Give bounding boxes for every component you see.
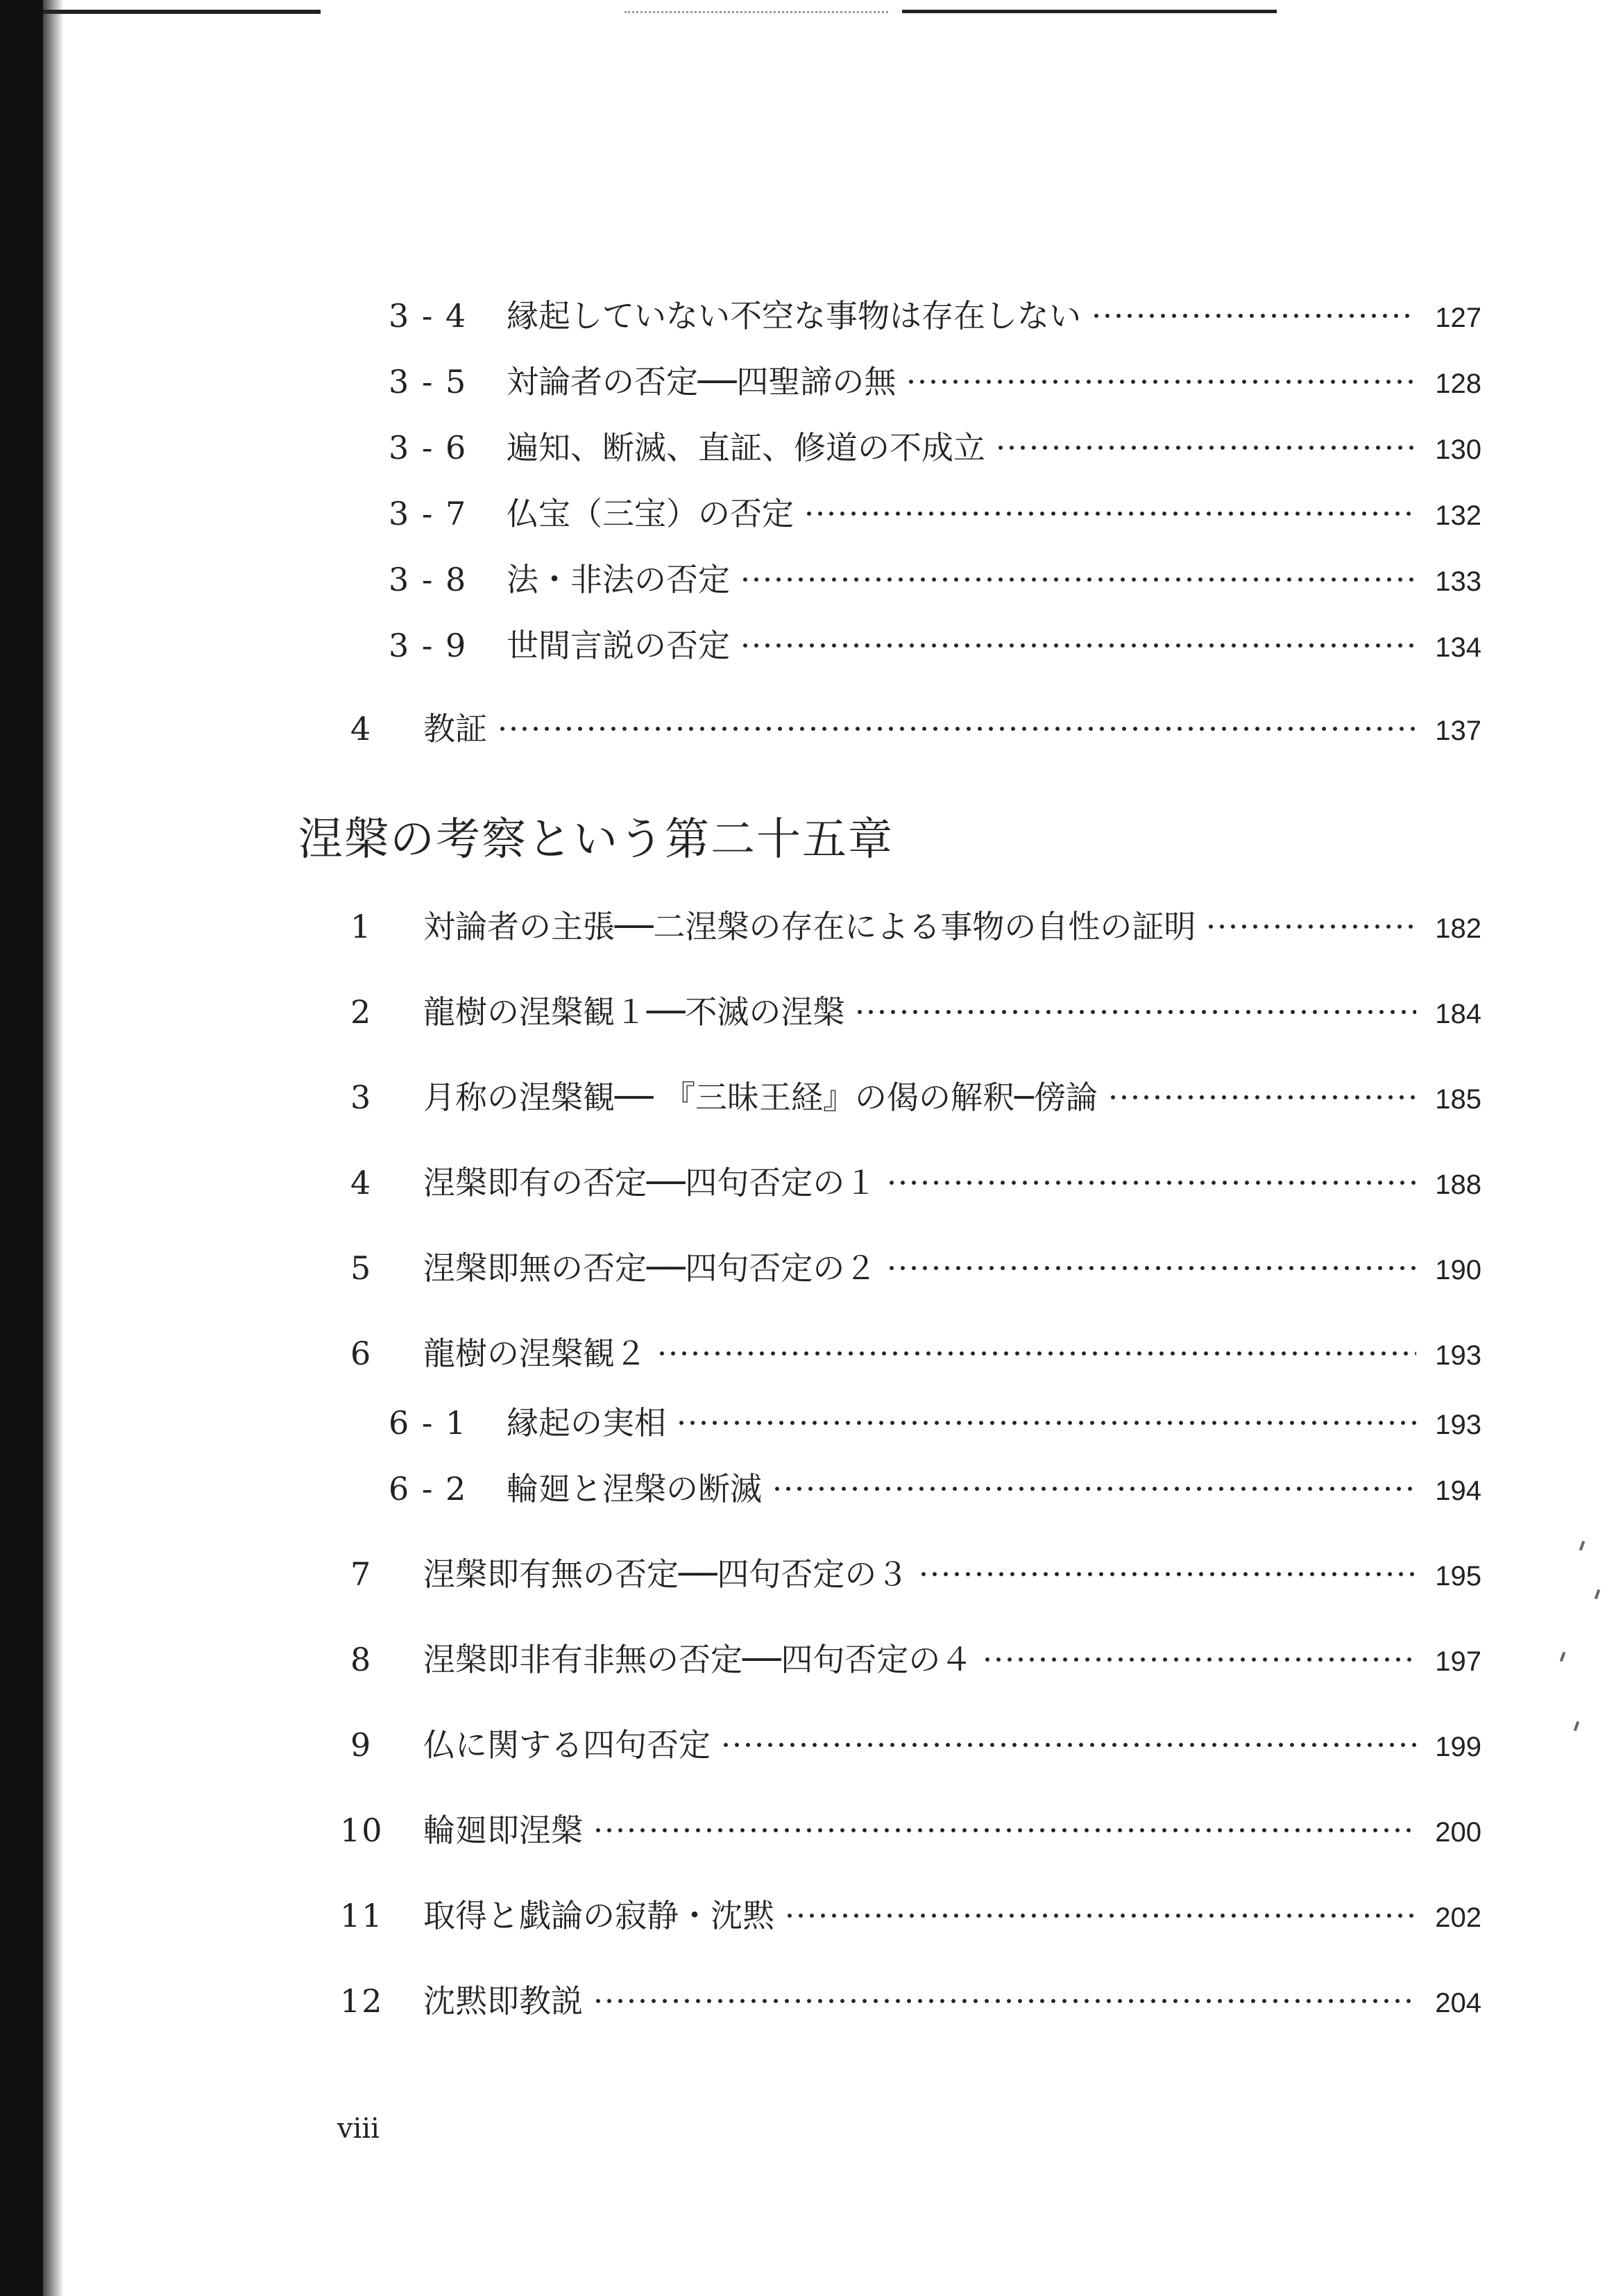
- entry-number: 12: [340, 1982, 384, 2020]
- entry-title: 龍樹の涅槃観２: [423, 1335, 647, 1372]
- dot-leader: [995, 444, 1416, 451]
- entry-number: 3 - 5: [389, 363, 468, 400]
- entry-page: 193: [1435, 1410, 1481, 1440]
- toc-entry[interactable]: [340, 1809, 1481, 1851]
- entry-title: 涅槃即無の否定──四句否定の２: [423, 1249, 877, 1287]
- dot-leader: [656, 1350, 1416, 1357]
- toc-entry[interactable]: [340, 1980, 1481, 2022]
- entry-number: 3 - 4: [389, 297, 468, 335]
- toc-entry[interactable]: [350, 1162, 1481, 1204]
- toc-entry[interactable]: [350, 1247, 1481, 1289]
- dot-leader: [854, 1008, 1416, 1015]
- entry-page: 132: [1435, 500, 1481, 531]
- dot-leader: [886, 1265, 1416, 1272]
- entry-number: 5: [350, 1249, 373, 1287]
- toc-entry[interactable]: [389, 625, 1481, 666]
- toc-entry[interactable]: [350, 1553, 1481, 1595]
- entry-page: 184: [1435, 999, 1481, 1029]
- entry-page: 190: [1435, 1255, 1481, 1285]
- entry-title: 涅槃即有無の否定──四句否定の３: [423, 1555, 909, 1593]
- entry-title: 法・非法の否定: [507, 561, 730, 598]
- entry-page: 134: [1435, 632, 1481, 663]
- dot-leader: [982, 1656, 1416, 1663]
- entry-number: 8: [350, 1641, 373, 1678]
- entry-page: 127: [1435, 303, 1481, 333]
- entry-page: 193: [1435, 1340, 1481, 1371]
- entry-page: 195: [1435, 1561, 1481, 1592]
- entry-number: 6: [350, 1335, 373, 1372]
- entry-number: 6 - 1: [389, 1404, 468, 1442]
- dot-leader: [740, 576, 1416, 583]
- entry-number: 3 - 6: [389, 429, 468, 466]
- dot-leader: [593, 1827, 1416, 1834]
- entry-number: 4: [350, 710, 373, 748]
- entry-number: 4: [350, 1164, 373, 1201]
- dot-leader: [740, 642, 1416, 649]
- page-folio: viii: [337, 2113, 380, 2145]
- toc-entry[interactable]: [389, 427, 1481, 469]
- entry-page: 200: [1435, 1817, 1481, 1848]
- dot-leader: [918, 1571, 1416, 1578]
- entry-page: 182: [1435, 913, 1481, 944]
- toc-entry[interactable]: [389, 559, 1481, 600]
- entry-title: 月称の涅槃観── 『三昧王経』の偈の解釈─傍論: [423, 1079, 1098, 1116]
- entry-number: 3 - 9: [389, 627, 468, 664]
- entry-title: 取得と戯論の寂静・沈黙: [423, 1897, 774, 1934]
- entry-title: 涅槃即非有非無の否定──四句否定の４: [423, 1641, 973, 1678]
- entry-page: 133: [1435, 566, 1481, 597]
- dot-leader: [593, 1998, 1416, 2004]
- toc-entry[interactable]: [350, 906, 1481, 947]
- chapter-heading[interactable]: 涅槃の考察という第二十五章: [298, 814, 894, 866]
- dot-leader: [1091, 312, 1416, 319]
- dot-leader: [772, 1485, 1416, 1492]
- entry-page: 199: [1435, 1732, 1481, 1762]
- entry-title: 沈黙即教説: [423, 1982, 583, 2020]
- entry-number: 7: [350, 1555, 373, 1593]
- entry-title: 世間言説の否定: [507, 627, 730, 664]
- entry-number: 3: [350, 1079, 373, 1116]
- entry-title: 対論者の否定──四聖諦の無: [507, 363, 897, 400]
- dot-leader: [676, 1419, 1416, 1426]
- dot-leader: [720, 1741, 1416, 1748]
- toc-entry[interactable]: [389, 1402, 1481, 1444]
- entry-title: 教証: [423, 710, 487, 748]
- entry-number: 3 - 8: [389, 561, 468, 598]
- dot-leader: [886, 1179, 1416, 1186]
- entry-title: 仏に関する四句否定: [423, 1726, 711, 1764]
- entry-page: 130: [1435, 434, 1481, 465]
- entry-number: 1: [350, 908, 373, 945]
- toc-entry[interactable]: [350, 991, 1481, 1033]
- entry-number: 10: [340, 1812, 384, 1849]
- dot-leader: [1205, 923, 1416, 930]
- toc-entry[interactable]: [389, 493, 1481, 534]
- entry-page: 137: [1435, 716, 1481, 746]
- entry-title: 龍樹の涅槃観１──不滅の涅槃: [423, 993, 845, 1031]
- entry-page: 185: [1435, 1084, 1481, 1115]
- entry-page: 128: [1435, 369, 1481, 399]
- entry-page: 194: [1435, 1476, 1481, 1506]
- toc-entry[interactable]: [350, 708, 1481, 750]
- entry-title: 縁起していない不空な事物は存在しない: [507, 297, 1081, 335]
- toc-entry[interactable]: [389, 1468, 1481, 1510]
- dot-leader: [1107, 1094, 1416, 1101]
- entry-title: 対論者の主張──二涅槃の存在による事物の自性の証明: [423, 908, 1196, 945]
- toc-entry[interactable]: [350, 1639, 1481, 1680]
- toc-entry[interactable]: [350, 1077, 1481, 1118]
- entry-title: 輪廻即涅槃: [423, 1812, 583, 1849]
- entry-page: 204: [1435, 1988, 1481, 2018]
- entry-title: 仏宝（三宝）の否定: [507, 495, 794, 532]
- dot-leader: [804, 510, 1416, 517]
- entry-page: 188: [1435, 1170, 1481, 1200]
- dot-leader: [784, 1912, 1416, 1919]
- entry-number: 6 - 2: [389, 1470, 468, 1508]
- dot-leader: [497, 725, 1416, 732]
- dot-leader: [906, 378, 1416, 385]
- entry-number: 11: [340, 1897, 384, 1934]
- entry-title: 輪廻と涅槃の断滅: [507, 1470, 762, 1508]
- toc-entry[interactable]: [340, 1895, 1481, 1936]
- entry-number: 3 - 7: [389, 495, 468, 532]
- toc-entry[interactable]: [389, 361, 1481, 403]
- entry-number: 9: [350, 1726, 373, 1764]
- toc-entry[interactable]: [350, 1724, 1481, 1766]
- toc-entry[interactable]: [350, 1333, 1481, 1374]
- entry-title: 遍知、断滅、直証、修道の不成立: [507, 429, 985, 466]
- entry-title: 涅槃即有の否定──四句否定の１: [423, 1164, 877, 1201]
- entry-title: 縁起の実相: [507, 1404, 666, 1442]
- entry-number: 2: [350, 993, 373, 1031]
- entry-page: 202: [1435, 1902, 1481, 1933]
- toc-entry[interactable]: [389, 295, 1481, 337]
- entry-page: 197: [1435, 1646, 1481, 1677]
